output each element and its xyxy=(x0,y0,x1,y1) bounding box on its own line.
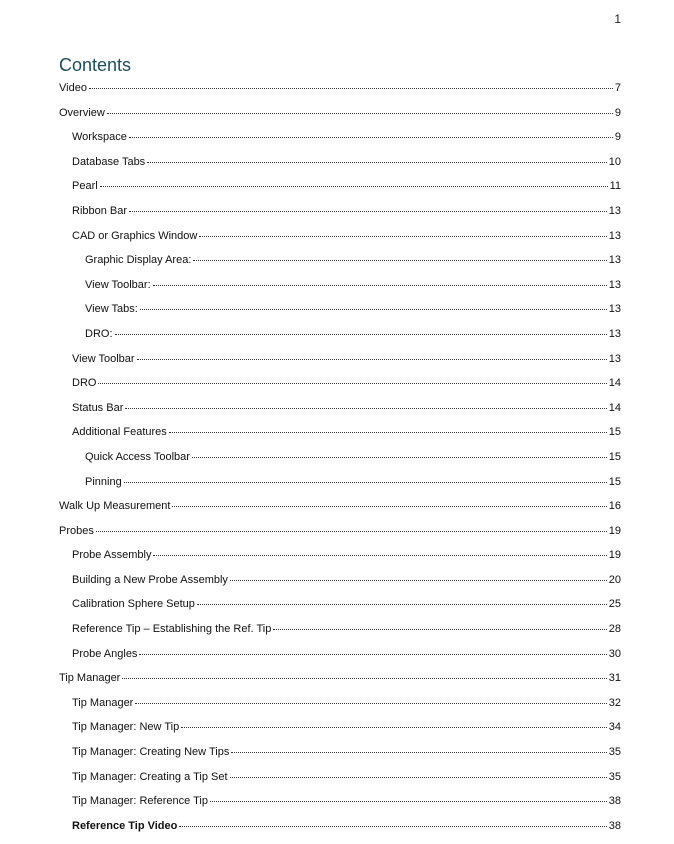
toc-entry-page: 32 xyxy=(608,696,621,709)
toc-entry[interactable] xyxy=(59,105,621,130)
toc-entry-page: 35 xyxy=(608,746,621,759)
toc-entry-title: Building a New Probe Assembly xyxy=(72,573,228,586)
toc-entry-page: 13 xyxy=(608,204,621,217)
toc-entry[interactable] xyxy=(59,695,621,720)
toc-entry-page: 11 xyxy=(609,180,621,193)
toc-entry-page: 38 xyxy=(608,819,621,832)
toc-entry-page: 31 xyxy=(608,672,621,685)
dot-leader xyxy=(199,226,606,237)
toc-entry[interactable] xyxy=(59,523,621,548)
toc-entry[interactable] xyxy=(59,80,621,105)
toc-entry[interactable] xyxy=(59,449,621,474)
toc-entry-title: Calibration Sphere Setup xyxy=(72,598,195,611)
toc-entry[interactable] xyxy=(59,351,621,376)
toc-entry-title: Tip Manager: Reference Tip xyxy=(72,795,208,808)
toc-entry-page: 13 xyxy=(608,352,621,365)
dot-leader xyxy=(129,201,607,212)
toc-entry[interactable] xyxy=(59,596,621,621)
dot-leader xyxy=(197,594,607,605)
toc-entry-title: CAD or Graphics Window xyxy=(72,229,198,242)
toc-entry-title: Ribbon Bar xyxy=(72,204,128,217)
toc-entry[interactable] xyxy=(59,818,621,843)
toc-entry-page: 19 xyxy=(608,524,621,537)
toc-entry[interactable] xyxy=(59,424,621,449)
toc-entry[interactable] xyxy=(59,277,621,302)
toc-entry[interactable] xyxy=(59,178,621,203)
toc-entry-page: 9 xyxy=(614,106,621,119)
toc-entry-title: Walk Up Measurement xyxy=(59,500,171,513)
toc-entry-page: 13 xyxy=(608,254,621,267)
toc-entry-title: Tip Manager xyxy=(72,696,134,709)
toc-entry[interactable] xyxy=(59,547,621,572)
toc-entry-title: View Tabs: xyxy=(85,303,138,316)
dot-leader xyxy=(100,176,608,187)
dot-leader xyxy=(137,349,607,360)
toc-entry-title: Reference Tip – Establishing the Ref. Tip xyxy=(72,623,272,636)
toc-entry-page: 13 xyxy=(608,327,621,340)
dot-leader xyxy=(139,644,606,655)
toc-entry-page: 14 xyxy=(608,401,621,414)
toc-entry[interactable] xyxy=(59,400,621,425)
dot-leader xyxy=(89,78,613,89)
toc-entry[interactable] xyxy=(59,498,621,523)
dot-leader xyxy=(230,570,607,581)
toc-entry-page: 25 xyxy=(608,598,621,611)
dot-leader xyxy=(98,373,606,384)
dot-leader xyxy=(125,398,606,409)
toc-entry-title: Tip Manager: New Tip xyxy=(72,721,180,734)
toc-entry[interactable] xyxy=(59,129,621,154)
toc-entry-page: 13 xyxy=(608,303,621,316)
toc-entry-page: 19 xyxy=(608,549,621,562)
dot-leader xyxy=(192,447,607,458)
toc-entry[interactable] xyxy=(59,203,621,228)
toc-entry-title: View Toolbar: xyxy=(85,278,151,291)
dot-leader xyxy=(273,619,606,630)
toc-entry-page: 7 xyxy=(614,82,621,94)
dot-leader xyxy=(140,299,607,310)
toc-entry-title: Graphic Display Area: xyxy=(85,254,192,267)
toc-entry-page: 14 xyxy=(608,377,621,390)
dot-leader xyxy=(124,472,607,483)
toc-entry-title: Probe Assembly xyxy=(72,549,152,562)
toc-entry-title: Additional Features xyxy=(72,426,167,439)
toc-entry-title: Probes xyxy=(59,524,94,537)
dot-leader xyxy=(122,668,606,679)
dot-leader xyxy=(115,324,607,335)
toc-entry[interactable] xyxy=(59,621,621,646)
toc-entry[interactable] xyxy=(59,719,621,744)
toc-entry[interactable] xyxy=(59,670,621,695)
contents-title: Contents xyxy=(59,55,132,75)
dot-leader xyxy=(107,103,613,114)
dot-leader xyxy=(129,127,613,138)
table-of-contents xyxy=(59,80,621,842)
toc-entry-title: Status Bar xyxy=(72,401,124,414)
dot-leader xyxy=(153,275,607,286)
toc-entry[interactable] xyxy=(59,326,621,351)
dot-leader xyxy=(230,767,607,778)
toc-entry[interactable] xyxy=(59,375,621,400)
toc-entry[interactable] xyxy=(59,301,621,326)
toc-entry-page: 13 xyxy=(608,229,621,242)
toc-entry-title: Workspace xyxy=(72,131,127,144)
toc-entry-page: 34 xyxy=(608,721,621,734)
toc-entry-page: 15 xyxy=(608,426,621,439)
toc-entry-page: 28 xyxy=(608,623,621,636)
dot-leader xyxy=(169,422,607,433)
toc-entry-title: Pearl xyxy=(72,180,98,193)
toc-entry-title: View Toolbar xyxy=(72,352,135,365)
dot-leader xyxy=(96,521,607,532)
toc-entry-title: Video xyxy=(59,82,87,94)
toc-entry-page: 15 xyxy=(608,450,621,463)
dot-leader xyxy=(179,816,606,827)
toc-entry-title: Tip Manager: Creating New Tips xyxy=(72,746,230,759)
dot-leader xyxy=(181,717,607,728)
dot-leader xyxy=(153,545,606,556)
toc-entry-title: Tip Manager: Creating a Tip Set xyxy=(72,770,228,783)
toc-entry-title: Tip Manager xyxy=(59,672,121,685)
toc-entry[interactable] xyxy=(59,744,621,769)
toc-entry-page: 15 xyxy=(608,475,621,488)
toc-entry-page: 9 xyxy=(614,131,621,144)
toc-entry-title: DRO: xyxy=(85,327,113,340)
toc-entry-page: 13 xyxy=(608,278,621,291)
toc-entry[interactable] xyxy=(59,228,621,253)
toc-entry-title: Pinning xyxy=(85,475,122,488)
toc-entry-page: 20 xyxy=(608,573,621,586)
toc-entry-page: 16 xyxy=(608,500,621,513)
dot-leader xyxy=(231,742,606,753)
toc-entry-page: 10 xyxy=(608,155,621,168)
toc-entry-title: Overview xyxy=(59,106,105,119)
toc-entry-title: Quick Access Toolbar xyxy=(85,450,190,463)
dot-leader xyxy=(193,250,606,261)
toc-entry[interactable] xyxy=(59,154,621,179)
toc-entry-title: Probe Angles xyxy=(72,647,138,660)
toc-entry-title: Reference Tip Video xyxy=(72,819,178,832)
dot-leader xyxy=(135,693,606,704)
toc-entry-page: 30 xyxy=(608,647,621,660)
toc-entry-title: DRO xyxy=(72,377,97,390)
dot-leader xyxy=(147,152,607,163)
toc-entry[interactable] xyxy=(59,793,621,818)
toc-entry[interactable] xyxy=(59,572,621,597)
page-number: 1 xyxy=(614,12,621,26)
toc-entry[interactable] xyxy=(59,769,621,794)
dot-leader xyxy=(172,496,606,507)
dot-leader xyxy=(210,791,607,802)
toc-entry-page: 35 xyxy=(608,770,621,783)
toc-entry-title: Database Tabs xyxy=(72,155,146,168)
toc-entry-page: 38 xyxy=(608,795,621,808)
toc-entry[interactable] xyxy=(59,474,621,499)
toc-entry[interactable] xyxy=(59,252,621,277)
toc-entry[interactable] xyxy=(59,646,621,671)
